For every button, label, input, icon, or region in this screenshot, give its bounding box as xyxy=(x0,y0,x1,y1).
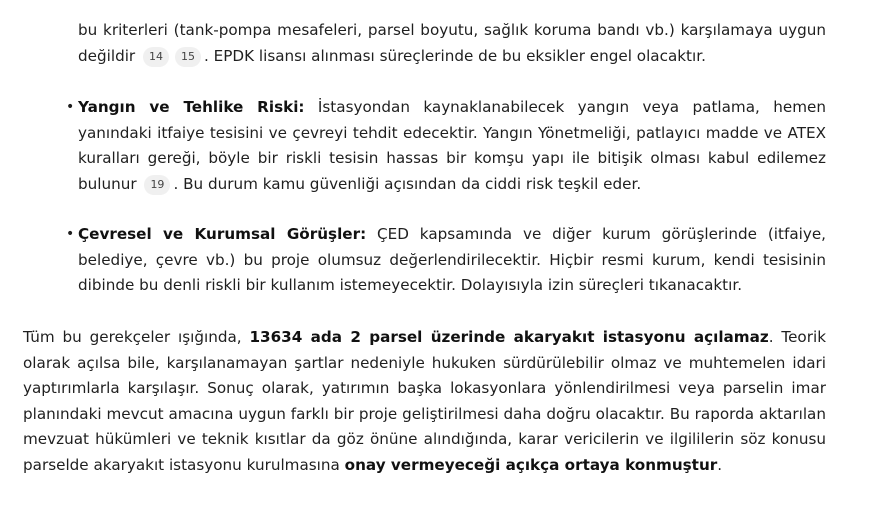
conclusion-text: . Teorik olarak açılsa bile, karşılanamayan şartlar nedeniyle hukuken sürdürülebilir olmaz ve muhtemelen idari yaptırımlarla karşılaşır. Sonuç olarak, yatırımın başka lokasyonlara yönlendirilmesi veya parselin imar planındaki mevcut amacına uygun farklı bir proje geliştirilmesi daha doğru olacaktır. Bu raporda aktarılan mevzuat hükümleri ve teknik kısıtlar da göz önüne alındığında, karar vericilerin ve ilgililerin söz konusu parselde akaryakıt istasyonu kurulmasına xyxy=(23,328,826,474)
citation-19[interactable]: 19 xyxy=(144,175,170,195)
bullet-fire-risk xyxy=(78,95,826,197)
bullet-title: Çevresel ve Kurumsal Görüşler: xyxy=(78,225,367,243)
bullet-title: Yangın ve Tehlike Riski: xyxy=(78,98,305,116)
citation-14[interactable]: 14 xyxy=(143,47,169,67)
conclusion-bold: onay vermeyeceği açıkça ortaya konmuştur xyxy=(344,455,718,474)
bullet0-text-end: . EPDK lisansı alınması süreçlerinde de bu eksikler engel olacaktır. xyxy=(204,46,706,65)
bullet-body: İstasyondan kaynaklanabilecek yangın veya patlama, hemen yanındaki itfaiye tesisini ve çevreyi tehdit edecektir. Yangın Yönetmeliği, patlayıcı madde ve ATEX kuralları gereği, böyle bir riskli tesisin hassas bir komşu yapı ile bitişik olması kabul edilemez bulunur xyxy=(78,98,826,193)
bullet-marker: • xyxy=(66,99,75,115)
conclusion-paragraph xyxy=(23,325,826,478)
bullet-environmental xyxy=(78,222,826,299)
bullet-continuation xyxy=(78,18,826,69)
conclusion-text: . xyxy=(717,455,723,474)
conclusion-text: Tüm bu gerekçeler ışığında, xyxy=(23,328,250,346)
conclusion-bold: 13634 ada 2 parsel üzerinde akaryakıt istasyonu açılamaz xyxy=(249,328,769,346)
bullet0-text: bu kriterleri (tank-pompa mesafeleri, parsel boyutu, sağlık koruma bandı vb.) karşılamaya uygun değildir xyxy=(78,21,826,65)
citation-15[interactable]: 15 xyxy=(175,47,201,67)
bullet-body-end: . Bu durum kamu güvenliği açısından da ciddi risk teşkil eder. xyxy=(173,174,642,193)
bullet-body: ÇED kapsamında ve diğer kurum görüşlerinde (itfaiye, belediye, çevre vb.) bu proje olumsuz değerlendirilecektir. Hiçbir resmi kurum, kendi tesisinin dibinde bu denli riskli bir kullanım istemeyecektir. Dolayısıyla izin süreçleri tıkanacaktır. xyxy=(78,225,826,294)
bullet-marker: • xyxy=(66,226,75,242)
